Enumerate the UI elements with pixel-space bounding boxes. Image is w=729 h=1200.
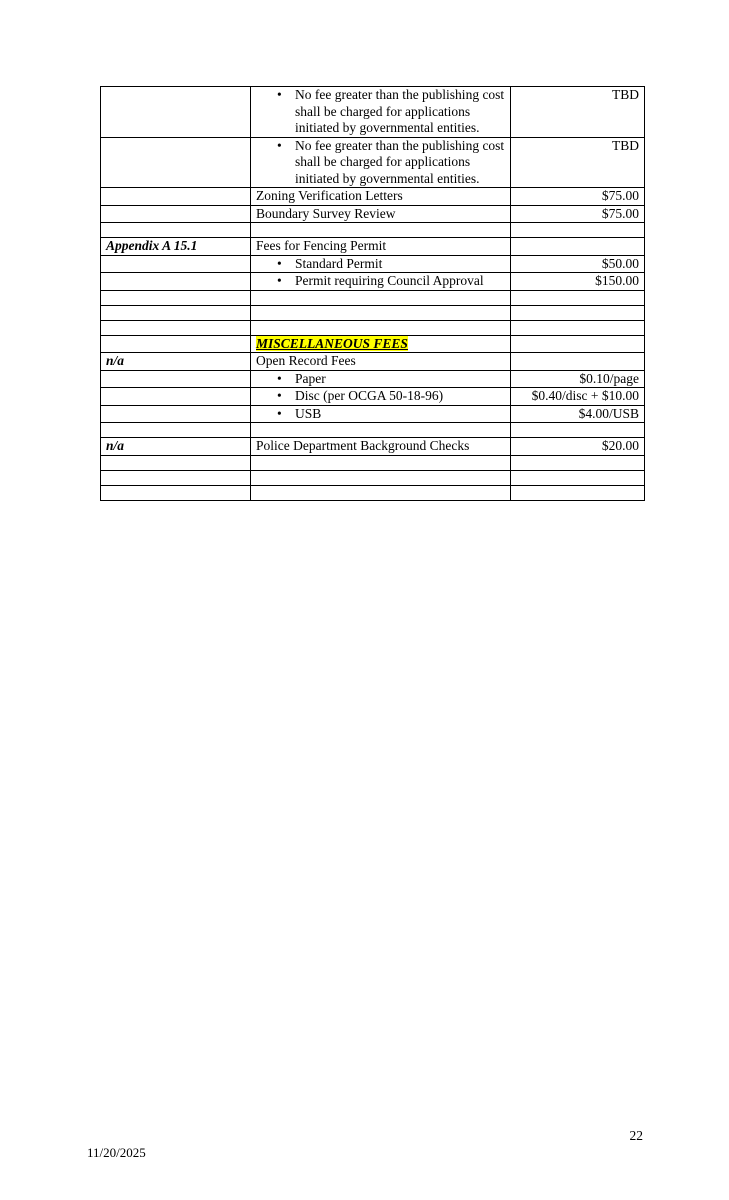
reference-cell xyxy=(101,470,251,485)
reference-cell xyxy=(101,290,251,305)
amount-cell xyxy=(511,485,645,500)
table-row xyxy=(101,205,645,223)
description-cell xyxy=(251,485,511,500)
table-row xyxy=(101,388,645,406)
description-text: Zoning Verification Letters xyxy=(256,188,403,203)
table-row xyxy=(101,335,645,353)
reference-cell xyxy=(101,255,251,273)
amount-cell xyxy=(511,335,645,353)
table-row xyxy=(101,305,645,320)
amount-cell xyxy=(511,290,645,305)
reference-cell xyxy=(101,405,251,423)
description-cell xyxy=(251,137,511,188)
description-cell xyxy=(251,238,511,256)
table-row xyxy=(101,255,645,273)
fee-schedule-body xyxy=(101,87,645,501)
table-row xyxy=(101,455,645,470)
amount-cell xyxy=(511,238,645,256)
reference-cell xyxy=(101,305,251,320)
description-cell xyxy=(251,290,511,305)
table-row xyxy=(101,370,645,388)
description-cell xyxy=(251,273,511,291)
table-row xyxy=(101,320,645,335)
bullet-icon: • xyxy=(277,87,282,102)
description-cell xyxy=(251,188,511,206)
amount-cell: $50.00 xyxy=(511,255,645,273)
description-cell xyxy=(251,423,511,438)
amount-cell xyxy=(511,305,645,320)
reference-cell: n/a xyxy=(101,438,251,456)
amount-cell: $0.40/disc + $10.00 xyxy=(511,388,645,406)
table-row xyxy=(101,423,645,438)
table-row xyxy=(101,188,645,206)
reference-cell xyxy=(101,370,251,388)
reference-cell: n/a xyxy=(101,353,251,371)
reference-cell xyxy=(101,188,251,206)
amount-cell xyxy=(511,320,645,335)
description-text: Permit requiring Council Approval xyxy=(295,273,484,288)
table-row xyxy=(101,238,645,256)
table-row xyxy=(101,223,645,238)
table-row xyxy=(101,290,645,305)
amount-cell: $4.00/USB xyxy=(511,405,645,423)
table-row xyxy=(101,137,645,188)
description-text: Police Department Background Checks xyxy=(256,438,470,453)
page-number: 22 xyxy=(629,1128,643,1143)
description-cell xyxy=(251,335,511,353)
amount-cell: $75.00 xyxy=(511,205,645,223)
description-text: Standard Permit xyxy=(295,255,383,271)
reference-cell xyxy=(101,137,251,188)
table-row xyxy=(101,470,645,485)
bullet-icon: • xyxy=(277,388,282,403)
amount-cell: $20.00 xyxy=(511,438,645,456)
amount-cell: $150.00 xyxy=(511,273,645,291)
reference-cell xyxy=(101,335,251,353)
amount-cell xyxy=(511,470,645,485)
description-text: Open Record Fees xyxy=(256,353,356,368)
description-cell xyxy=(251,370,511,388)
description-cell xyxy=(251,87,511,138)
amount-cell xyxy=(511,455,645,470)
description-cell xyxy=(251,223,511,238)
description-cell xyxy=(251,405,511,423)
description-cell xyxy=(251,353,511,371)
description-cell xyxy=(251,438,511,456)
table-row xyxy=(101,438,645,456)
amount-cell: $75.00 xyxy=(511,188,645,206)
bullet-icon: • xyxy=(277,255,282,271)
description-text: USB xyxy=(295,405,322,421)
amount-cell: TBD xyxy=(511,87,645,138)
amount-cell xyxy=(511,353,645,371)
description-text: Paper xyxy=(295,370,326,386)
description-text: No fee greater than the publishing cost shall be charged for applications initiated by governmental entities. xyxy=(295,87,505,135)
description-text: Boundary Survey Review xyxy=(256,205,396,221)
table-row xyxy=(101,87,645,138)
description-text: No fee greater than the publishing cost shall be charged for applications initiated by governmental entities. xyxy=(295,137,505,186)
reference-cell xyxy=(101,485,251,500)
reference-cell xyxy=(101,423,251,438)
amount-cell: $0.10/page xyxy=(511,370,645,388)
reference-cell xyxy=(101,388,251,406)
table-row xyxy=(101,405,645,423)
reference-cell xyxy=(101,205,251,223)
amount-cell: TBD xyxy=(511,137,645,188)
footer-date: 11/20/2025 xyxy=(87,1145,146,1160)
description-cell xyxy=(251,205,511,223)
reference-cell xyxy=(101,87,251,138)
description-cell xyxy=(251,388,511,406)
fee-schedule-table xyxy=(100,86,645,501)
table-row xyxy=(101,273,645,291)
description-text: Fees for Fencing Permit xyxy=(256,238,387,253)
bullet-icon: • xyxy=(277,137,282,153)
reference-cell xyxy=(101,273,251,291)
description-cell xyxy=(251,470,511,485)
bullet-icon: • xyxy=(277,405,282,421)
amount-cell xyxy=(511,423,645,438)
table-row xyxy=(101,353,645,371)
description-cell xyxy=(251,255,511,273)
description-text: Disc (per OCGA 50-18-96) xyxy=(295,388,444,403)
bullet-icon: • xyxy=(277,273,282,288)
bullet-icon: • xyxy=(277,370,282,386)
description-cell xyxy=(251,305,511,320)
reference-cell xyxy=(101,223,251,238)
amount-cell xyxy=(511,223,645,238)
reference-cell xyxy=(101,320,251,335)
reference-cell: Appendix A 15.1 xyxy=(101,238,251,256)
description-cell xyxy=(251,455,511,470)
reference-cell xyxy=(101,455,251,470)
section-heading: MISCELLANEOUS FEES xyxy=(256,335,408,351)
table-row xyxy=(101,485,645,500)
description-cell xyxy=(251,320,511,335)
